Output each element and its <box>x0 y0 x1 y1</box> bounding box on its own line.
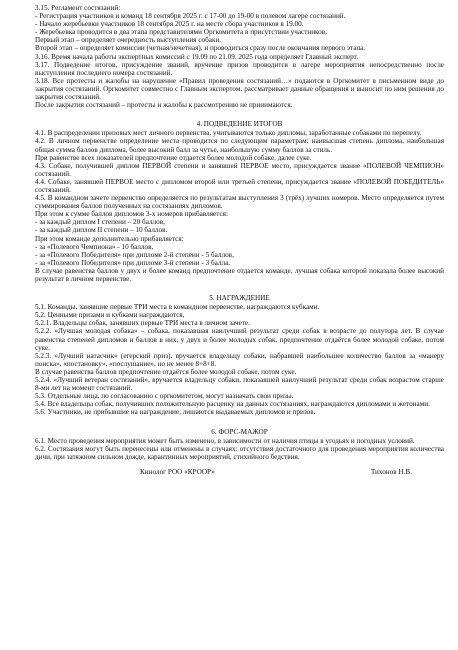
section-4 <box>35 129 444 283</box>
paragraph: 3.17. Подведение итогов, присуждение званий, вручение призов проводится в лагере мероприятия непосредственно после выступления последнего номера состязаний. <box>35 60 444 77</box>
paragraph: После закрытия состязаний – протесты и жалобы к рассмотрению не принимаются. <box>35 101 293 110</box>
paragraph: - Регистрация участников и команд 18 сентября 2025 г. с 17-00 до 19-00 в полевом лагере состязаний. <box>35 12 346 21</box>
list-item: - за «Полевого Победителя» при дипломе 2-й степени - 5 баллов, <box>35 250 234 259</box>
section-5 <box>35 303 444 416</box>
paragraph: 6.2. Состязания могут быть перенесены или отменены в случаях: отсутствия достаточного для проведения мероприятия количества дичи, при затяжном сильном дожде, карантинных мероприятий, стихийного бедствия. <box>35 444 444 461</box>
paragraph: 5.2.3. «Лучший натасчик» (егерский приз), вручается владельцу собаки, набравшей наибольшее количество баллов за «манеру поиска», «постановку», «послушание», но не менее 8+8+8. <box>35 351 444 368</box>
paragraph: 5.2.4. «Лучший ветеран состязаний», вручается владельцу собаки, показавшей наилучший результат среди собак возрастом старше 8-ми лет на момент состязаний. <box>35 376 444 393</box>
paragraph: Второй этап – определяет комиссии (четная/нечетная), и проводиться сразу после окончания первого этапа. <box>35 44 366 53</box>
paragraph: 4.4. Собаке, занявшей ПЕРВОЕ место с дипломом второй или третьей степени, присуждается звание «ПОЛЕВОЙ ПОБЕДИТЕЛЬ» состязаний. <box>35 177 444 194</box>
paragraph: При этом команде дополнительно прибавляется: <box>35 234 184 243</box>
signature-role: Кинолог РОО «КРООР» <box>140 467 215 476</box>
signature-line <box>35 468 444 477</box>
section-3-tail <box>35 4 444 109</box>
paragraph: 5.2.2. «Лучшая молодая собака» – собака, показавшая наилучший результат среди собак в возрасте до полутора лет. В случае равенства степеней дипломов и баллов в них, у двух и более молодых собак, предпочтение отдаётся более молодой собаке, потом суке. <box>35 327 444 352</box>
paragraph: 5.4. Все владельцы собак, получивших положительную расценку на данных состязаниях, награждаются дипломами и жетонами. <box>35 400 430 409</box>
paragraph: 5.2. Ценными призами и кубками награждаются, <box>35 311 185 320</box>
paragraph: 5.3. Отдельные лица, по согласованию с оргкомитетом, могут назначать свои призы. <box>35 392 294 401</box>
paragraph: 3.16. Время начала работы экспертных комиссий с 19.09 по 21.09. 2025 года определяет Главный эксперт. <box>35 52 359 61</box>
paragraph: 6.1. Место проведения мероприятия может быть изменено, в зависимости от наличия птицы в угодьях и погодных условий. <box>35 436 415 445</box>
list-item: - за «Полевого Чемпиона» - 10 баллов, <box>35 242 154 251</box>
section-6 <box>35 437 444 461</box>
paragraph: 4.2. В личном первенстве определение места проводится по следующим параметрам: наивысшая степень диплома, наибольшая общая сумма баллов диплома, более высокий балл за чутье, наибольшую сумму баллов за стиль. <box>35 137 444 154</box>
signature-name: Тихонов Н.В. <box>370 467 412 476</box>
paragraph: 5.2.1. Владельцы собак, занявших первые ТРИ места в личном зачете. <box>35 319 250 328</box>
list-item: - за каждый диплом I степени – 20 баллов, <box>35 218 165 227</box>
section-4-heading: 4. ПОДВЕДЕНИЕ ИТОГОВ <box>196 120 283 129</box>
paragraph: 3.18. Все протесты и жалобы на нарушение «Правил проведения состязаний…» подаются в Оргкомитет в письменном виде до закрытия состязаний. Оргкомитет совместно с Главным экспертом, рассматривает данные обращения и выносит по ним решения до закрытия состязаний. <box>35 76 444 102</box>
section-6-heading: 6. ФОРС-МАЖОР <box>211 427 268 436</box>
paragraph: 4.1. В распределении призовых мест личного первенства, учитываются только дипломы, заработанные собаками по перепелу. <box>35 129 422 138</box>
paragraph: При равенстве всех показателей предпочтение отдается более молодой собаке, далее суке. <box>35 153 312 162</box>
paragraph: - Начало жеребьевки участников 18 сентября 2025 г. на месте сбора участников в 19.00. <box>35 20 304 29</box>
paragraph: 5.6. Участники, не прибывшие на награждение, лишаются выдаваемых дипломов и призов. <box>35 408 316 417</box>
list-item: - за «Полевого Победителя» при дипломе 3-й степени - 3 балла. <box>35 258 231 267</box>
paragraph: 4.5. В командном зачете первенство определяется по результатам выступления 3 (трёх) лучших номеров. Место определяется путем суммирования баллов полученных на состязаниях дипломов. <box>35 194 444 211</box>
paragraph: 3.15. Регламент состязаний: <box>35 4 121 12</box>
paragraph: В случае равенства баллов у двух и более команд предпочтение отдается команде, лучшая собака которой показала более высокий результат в личном первенстве. <box>35 266 444 283</box>
paragraph: При этом к сумме баллов дипломов 3-х номеров прибавляется: <box>35 210 228 219</box>
section-5-heading: 5. НАГРАЖДЕНИЕ <box>209 294 270 303</box>
paragraph: 4.3. Собаке, получившей диплом ПЕРВОЙ степени и занявшей ПЕРВОЕ место, присуждается звание «ПОЛЕВОЙ ЧЕМПИОН» состязаний. <box>35 161 444 178</box>
paragraph: 5.1. Команды, занявшие первые ТРИ места в командном первенстве, награждаются кубками. <box>35 303 320 312</box>
paragraph: Первый этап – определяет очередность выступления собаки. <box>35 36 222 45</box>
paragraph: - Жеребьевка проводится в два этапа представителями Оргкомитета в присутствии участников, <box>35 28 327 37</box>
list-item: - за каждый диплом II степени – 10 баллов. <box>35 226 168 235</box>
paragraph: В случае равенства баллов предпочтение отдаётся более молодой собаке, потом суке. <box>35 367 297 376</box>
